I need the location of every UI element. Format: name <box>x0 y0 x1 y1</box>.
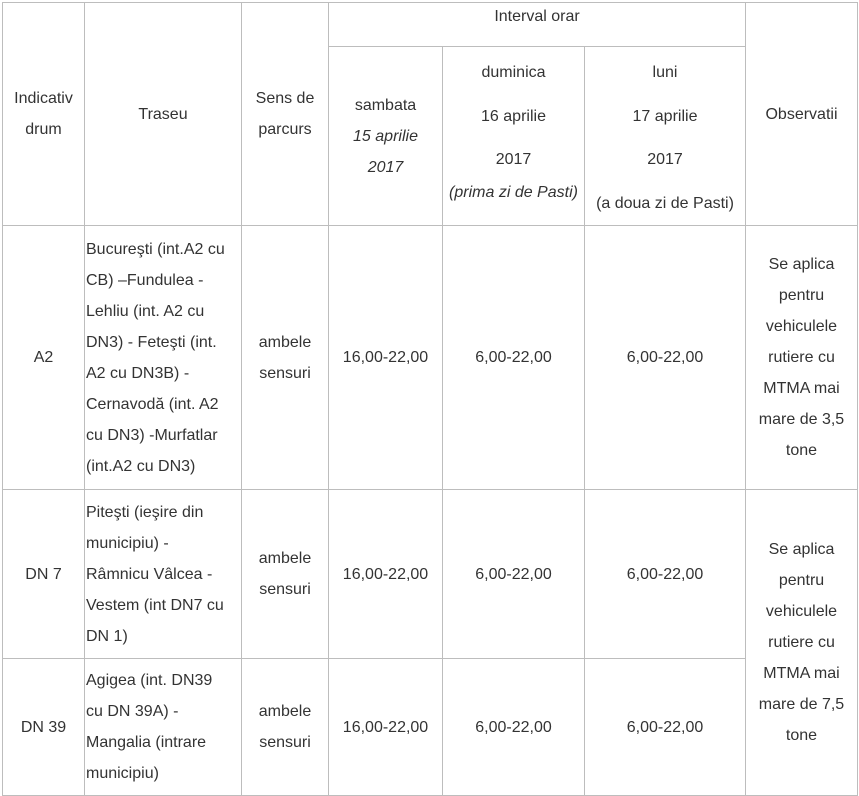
road-code: DN 39 <box>3 659 85 796</box>
header-observatii: Observatii <box>746 3 858 226</box>
observation: Se aplica pentru vehiculele rutiere cu MTMA mai mare de 7,5 tone <box>746 490 858 796</box>
interval-luni: 6,00-22,00 <box>585 226 746 490</box>
interval-duminica: 6,00-22,00 <box>443 490 585 659</box>
header-duminica: duminica 16 aprilie 2017 (prima zi de Pasti) <box>443 47 585 226</box>
table-row <box>3 659 858 796</box>
route-description: Bucureşti (int.A2 cu CB) –Fundulea - Lehliu (int. A2 cu DN3) - Feteşti (int. A2 cu DN3B) - Cernavodă (int. A2 cu DN3) -Murfatlar (int.A2 cu DN3) <box>85 226 242 490</box>
header-interval-orar: Interval orar <box>329 3 746 47</box>
interval-sambata: 16,00-22,00 <box>329 490 443 659</box>
header-traseu: Traseu <box>85 3 242 226</box>
interval-duminica: 6,00-22,00 <box>443 226 585 490</box>
direction: ambele sensuri <box>242 659 329 796</box>
route-description: Agigea (int. DN39 cu DN 39A) - Mangalia (intrare municipiu) <box>85 659 242 796</box>
traffic-restriction-table <box>2 2 858 796</box>
header-sambata: sambata 15 aprilie 2017 <box>329 47 443 226</box>
table-row <box>3 490 858 659</box>
observation: Se aplica pentru vehiculele rutiere cu MTMA mai mare de 3,5 tone <box>746 226 858 490</box>
header-luni: luni 17 aprilie 2017 (a doua zi de Pasti) <box>585 47 746 226</box>
interval-luni: 6,00-22,00 <box>585 659 746 796</box>
route-description: Piteşti (ieşire din municipiu) - Râmnicu Vâlcea - Vestem (int DN7 cu DN 1) <box>85 490 242 659</box>
interval-sambata: 16,00-22,00 <box>329 226 443 490</box>
header-indicativ-drum: Indicativ drum <box>3 3 85 226</box>
direction: ambele sensuri <box>242 226 329 490</box>
interval-sambata: 16,00-22,00 <box>329 659 443 796</box>
road-code: A2 <box>3 226 85 490</box>
direction: ambele sensuri <box>242 490 329 659</box>
interval-duminica: 6,00-22,00 <box>443 659 585 796</box>
table-row <box>3 226 858 490</box>
road-code: DN 7 <box>3 490 85 659</box>
interval-luni: 6,00-22,00 <box>585 490 746 659</box>
header-sens-de-parcurs: Sens de parcurs <box>242 3 329 226</box>
